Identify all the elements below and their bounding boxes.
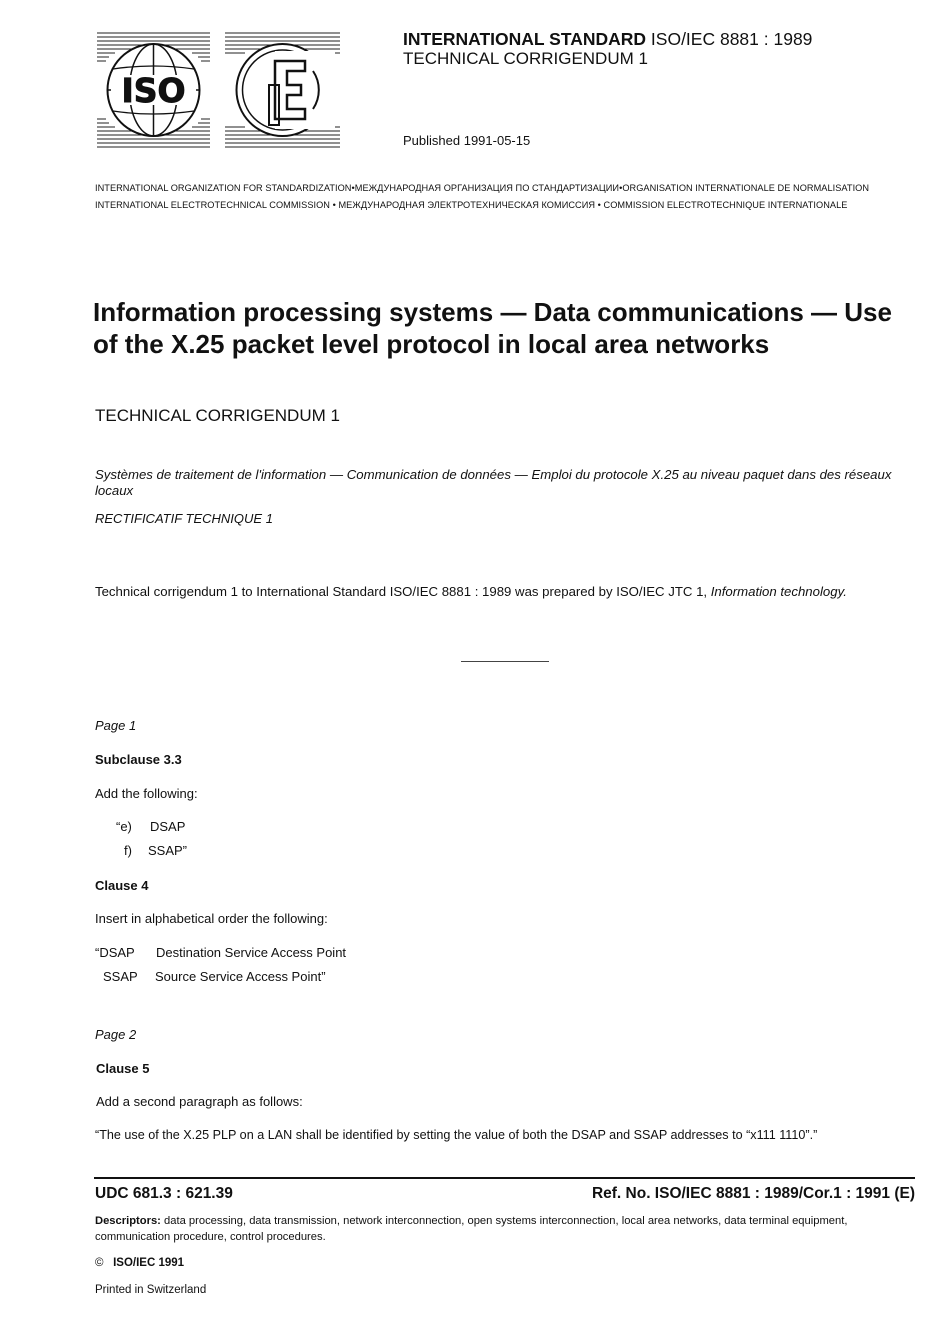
copyright-text: ISO/IEC 1991 bbox=[113, 1257, 185, 1269]
reference-number: Ref. No. ISO/IEC 8881 : 1989/Cor.1 : 1991 (E) bbox=[591, 1185, 915, 1202]
standard-heading bbox=[403, 29, 812, 49]
copyright-icon: © bbox=[95, 1257, 104, 1269]
clause-5-heading: Clause 5 bbox=[96, 1061, 150, 1076]
descriptors-label: Descriptors: bbox=[95, 1215, 161, 1227]
abbreviation-meaning: Destination Service Access Point bbox=[156, 945, 347, 960]
document-title: Information processing systems — Data communications — Use of the X.25 packet level protocol in local area networks bbox=[93, 297, 892, 359]
standard-number: ISO/IEC 8881 : 1989 bbox=[650, 29, 813, 49]
list-item-text: SSAP” bbox=[148, 843, 188, 858]
separator-line bbox=[461, 661, 549, 662]
preparation-text: Technical corrigendum 1 to International Standard ISO/IEC 8881 : 1989 was prepared by ISO/IEC JTC 1, bbox=[95, 584, 711, 599]
quoted-paragraph: “The use of the X.25 PLP on a LAN shall be identified by setting the value of both the DSAP and SSAP addresses to “x111 1110”.” bbox=[95, 1128, 818, 1142]
preparation-note bbox=[95, 584, 847, 599]
abbreviation-row bbox=[95, 945, 346, 960]
corrigendum-heading: TECHNICAL CORRIGENDUM 1 bbox=[403, 49, 648, 68]
page-1-label: Page 1 bbox=[95, 718, 137, 733]
add-second-paragraph-text: Add a second paragraph as follows: bbox=[96, 1094, 303, 1109]
document-subtitle: TECHNICAL CORRIGENDUM 1 bbox=[95, 406, 340, 425]
list-item bbox=[116, 819, 185, 834]
subclause-3-3-heading: Subclause 3.3 bbox=[95, 752, 182, 767]
add-following-text: Add the following: bbox=[95, 786, 198, 801]
standard-label: INTERNATIONAL STANDARD bbox=[403, 29, 647, 49]
udc-number: UDC 681.3 : 621.39 bbox=[95, 1185, 233, 1202]
list-item-label: f) bbox=[124, 843, 132, 858]
french-title: Systèmes de traitement de l'information — Communication de données — Emploi du protocole X.25 au niveau paquet dans des réseaux locaux bbox=[95, 467, 892, 498]
page-2-label: Page 2 bbox=[95, 1027, 137, 1042]
clause-4-heading: Clause 4 bbox=[95, 878, 149, 893]
iec-logo bbox=[225, 31, 340, 149]
list-item-label: “e) bbox=[116, 819, 132, 834]
org-line-iso: INTERNATIONAL ORGANIZATION FOR STANDARDIZATION•МЕЖДУНАРОДНАЯ ОРГАНИЗАЦИЯ ПО СТАНДАРТИЗАЦИИ•ORGANISATION INTERNATIONALE DE NORMALISATION bbox=[95, 183, 870, 193]
abbreviation-term: SSAP bbox=[103, 969, 138, 984]
descriptors-text: data processing, data transmission, network interconnection, open systems interconnection, local area networks, data terminal equipment, communication procedure, control procedures. bbox=[95, 1215, 848, 1243]
list-item-text: DSAP bbox=[150, 819, 186, 834]
abbreviation-term: “DSAP bbox=[95, 945, 135, 960]
published-date: Published 1991-05-15 bbox=[403, 133, 531, 148]
committee-name: Information technology. bbox=[710, 584, 847, 599]
svg-text:ISO: ISO bbox=[121, 71, 186, 110]
iso-logo bbox=[97, 31, 210, 149]
abbreviation-row bbox=[103, 969, 326, 984]
french-subtitle: RECTIFICATIF TECHNIQUE 1 bbox=[95, 511, 273, 526]
copyright bbox=[95, 1257, 184, 1269]
list-item bbox=[124, 843, 187, 858]
insert-alphabetical-text: Insert in alphabetical order the following: bbox=[95, 911, 328, 926]
footer-rule bbox=[94, 1177, 915, 1179]
descriptors bbox=[95, 1213, 917, 1245]
printed-in: Printed in Switzerland bbox=[95, 1284, 207, 1296]
org-line-iec: INTERNATIONAL ELECTROTECHNICAL COMMISSION • МЕЖДУНАРОДНАЯ ЭЛЕКТРОТЕХНИЧЕСКАЯ КОМИССИЯ • COMMISSION ELECTROTECHNIQUE INTERNATIONALE bbox=[95, 200, 848, 210]
abbreviation-meaning: Source Service Access Point” bbox=[155, 969, 326, 984]
